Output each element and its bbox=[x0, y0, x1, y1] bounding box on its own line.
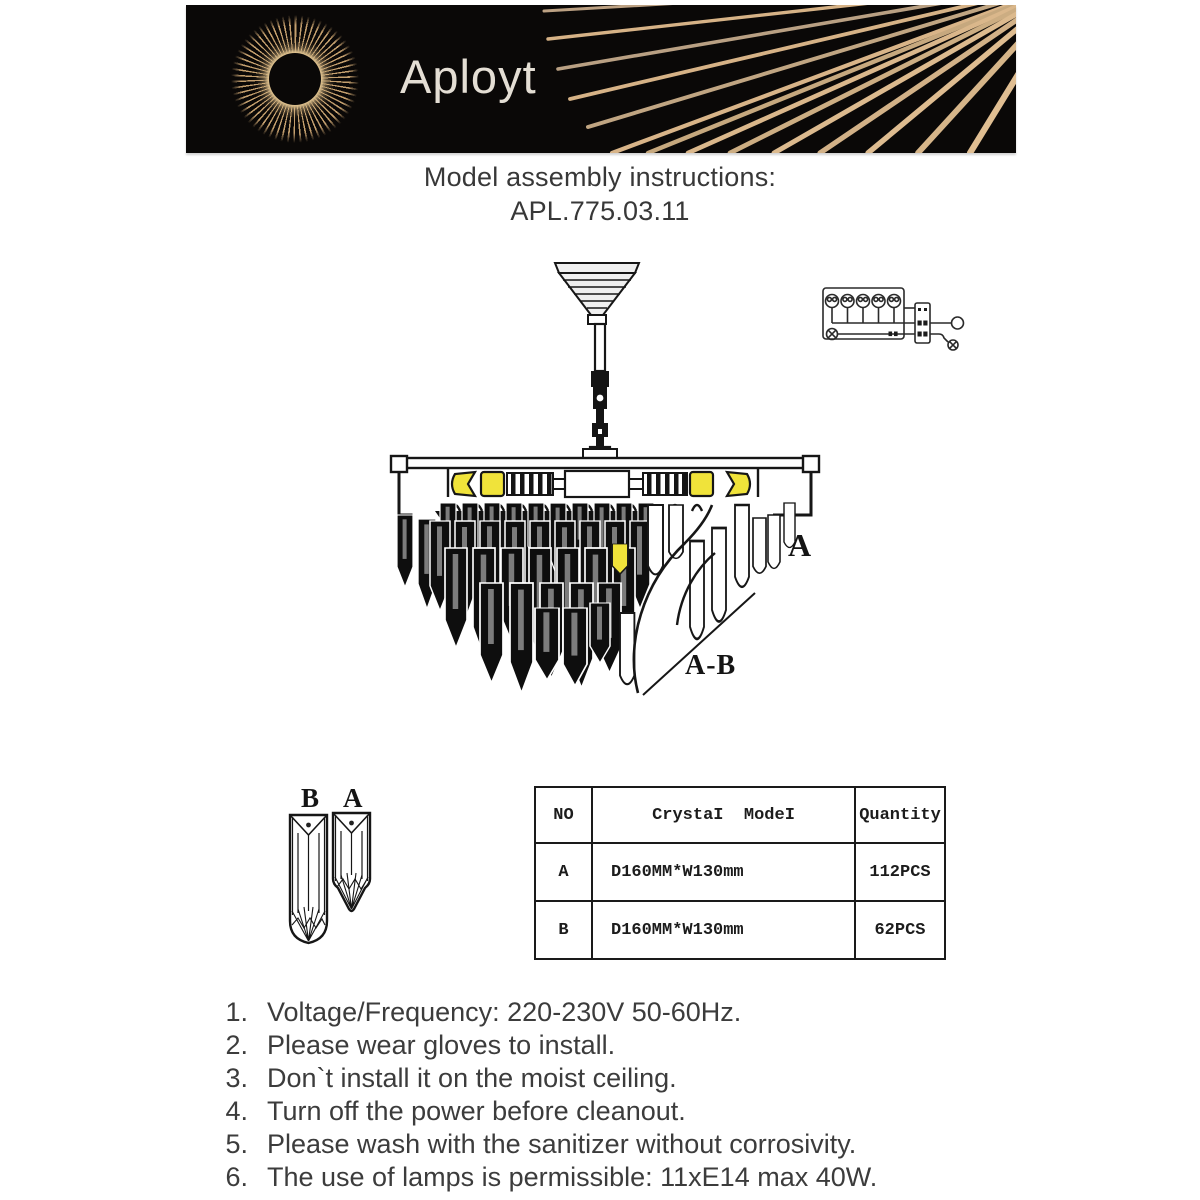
cell-no: A bbox=[535, 843, 592, 901]
page-title: Model assembly instructions: bbox=[423, 162, 777, 192]
cell-no: B bbox=[535, 901, 592, 959]
crystal-cascade bbox=[397, 503, 654, 693]
title-block bbox=[0, 160, 1200, 228]
item-text: Turn off the power before cleanout. bbox=[267, 1096, 686, 1126]
instructions-list bbox=[208, 996, 1038, 1194]
model-number: APL.775.03.11 bbox=[510, 196, 690, 226]
list-item bbox=[208, 1095, 1038, 1128]
list-item bbox=[208, 1029, 1038, 1062]
section-label-ab: A-B bbox=[685, 650, 737, 681]
crystal-b-label: B bbox=[301, 783, 320, 813]
section-label-a: A bbox=[788, 527, 812, 563]
header-no: NO bbox=[535, 787, 592, 843]
crystal-a-label: A bbox=[343, 783, 363, 813]
item-number: 5. bbox=[225, 1129, 248, 1159]
item-text: The use of lamps is permissible: 11xE14 max 40W. bbox=[267, 1162, 878, 1192]
item-text: Please wear gloves to install. bbox=[267, 1030, 616, 1060]
wiring-diagram bbox=[815, 272, 970, 352]
sunburst-core bbox=[269, 53, 321, 105]
item-number: 6. bbox=[225, 1162, 248, 1192]
table-row bbox=[535, 843, 945, 901]
item-number: 1. bbox=[225, 997, 248, 1027]
header-quantity: Quantity bbox=[855, 787, 945, 843]
cell-qty: 62PCS bbox=[855, 901, 945, 959]
list-item bbox=[208, 1062, 1038, 1095]
list-item bbox=[208, 1161, 1038, 1194]
brand-banner bbox=[186, 5, 1016, 153]
header-model: CrystaI ModeI bbox=[592, 787, 855, 843]
list-item bbox=[208, 1128, 1038, 1161]
crystal-a-drawing bbox=[333, 813, 370, 911]
item-number: 4. bbox=[225, 1096, 248, 1126]
crystal-b-drawing bbox=[290, 815, 327, 943]
item-number: 3. bbox=[225, 1063, 248, 1093]
item-text: Don`t install it on the moist ceiling. bbox=[267, 1063, 677, 1093]
table-header-row bbox=[535, 787, 945, 843]
cell-qty: 112PCS bbox=[855, 843, 945, 901]
item-text: Please wash with the sanitizer without corrosivity. bbox=[267, 1129, 857, 1159]
parts-table bbox=[534, 786, 946, 960]
crystal-detail-diagram bbox=[265, 783, 405, 973]
item-text: Voltage/Frequency: 220-230V 50-60Hz. bbox=[267, 997, 742, 1027]
chandelier-diagram bbox=[385, 253, 825, 703]
list-item bbox=[208, 996, 1038, 1029]
brand-name: Aployt bbox=[400, 50, 537, 103]
cell-model: D160MM*W130mm bbox=[592, 901, 855, 959]
item-number: 2. bbox=[225, 1030, 248, 1060]
table-row bbox=[535, 901, 945, 959]
cell-model: D160MM*W130mm bbox=[592, 843, 855, 901]
corner-rays-icon bbox=[536, 5, 1016, 153]
